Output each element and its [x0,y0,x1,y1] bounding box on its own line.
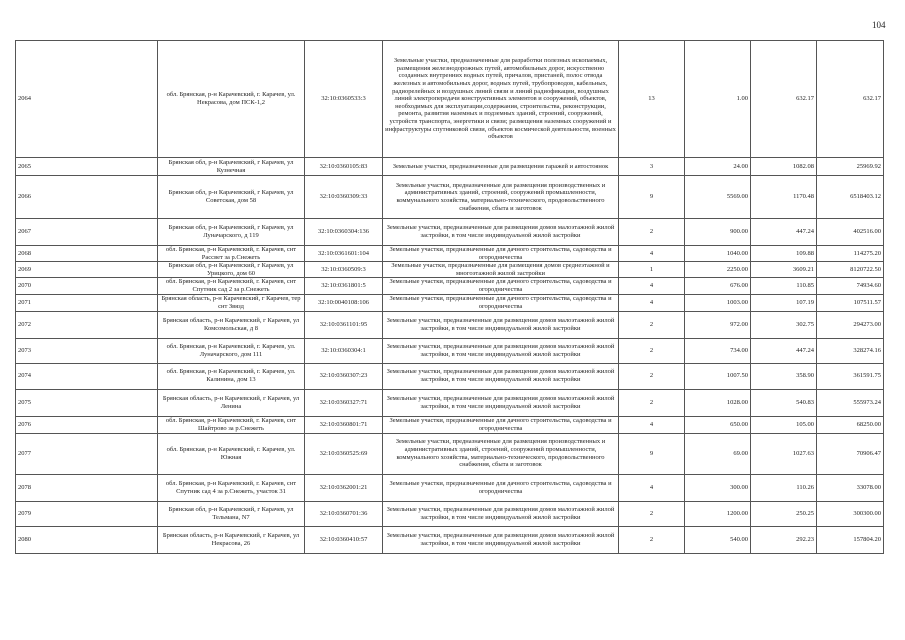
address-cell: Брянская обл, р-н Карачевский, г Карачев, ул Тельмана, N7 [158,501,305,526]
table-row [16,219,884,246]
address-cell: обл. Брянская, р-н Карачевский, г. Карачев, снт Шайтрово за р.Снежеть [158,416,305,433]
row-number: 2067 [16,219,158,246]
cadastral-value-cell: 8120722.50 [817,262,884,278]
specific-value-cell: 358.90 [751,363,817,389]
address-cell: Брянская область, р-н Карачевский, г Карачев, ул Некрасова, 26 [158,526,305,553]
cadastral-number-cell: 32:10:0040108:106 [305,294,383,311]
land-use-cell: Земельные участки, предназначенные для разработки полезных ископаемых, размещения железнодорожных путей, автомобильных дорог, искусственно созданных внутренних водных путей, причалов, пристаней, полос отвода железных и автомобильных дорог, водных путей, трубопроводов, кабельных, радиорелейных и воздушных линий связи и линий радиофикации, воздушных линий электропередачи конструктивных элементов и сооружений, объектов, необходимых для эксплуатации,содержания, строительства, реконструкции, ремонта, развития наземных и подземных зданий, строений, сооружений, устройств транспорта, энергетики и связи; размещения наземных сооружений и инфраструктуры спутниковой связи, объектов космической деятельности, военных объектов [383,41,619,158]
table-row [16,338,884,363]
table-row [16,176,884,219]
area-cell: 650.00 [685,416,751,433]
land-use-cell: Земельные участки, предназначенные для размещения производственных и административных зданий, строений, сооружений промышленности, коммунального хозяйства, материально-технического, продовольственного снабжения, сбыта и заготовок [383,176,619,219]
address-cell: обл. Брянская, р-н Карачевский, г. Карачев, снт Рассвет за р.Снежеть [158,246,305,262]
table-row [16,416,884,433]
land-use-cell: Земельные участки, предназначенные для размещения домов малоэтажной жилой застройки, в том числе индивидуальной жилой застройки [383,338,619,363]
table-row [16,246,884,262]
land-use-cell: Земельные участки, предназначенные для размещения домов малоэтажной жилой застройки, в том числе индивидуальной жилой застройки [383,501,619,526]
specific-value-cell: 292.23 [751,526,817,553]
land-use-cell: Земельные участки, предназначенные для размещения домов малоэтажной жилой застройки, в том числе индивидуальной жилой застройки [383,311,619,338]
cadastral-value-cell: 68250.00 [817,416,884,433]
cadastral-value-cell: 25969.92 [817,158,884,176]
address-cell: обл. Брянская, р-н Карачевский, г. Карачев, ул. Калинина, дом 13 [158,363,305,389]
table-row [16,433,884,474]
category-cell: 2 [619,363,685,389]
specific-value-cell: 3609.21 [751,262,817,278]
category-cell: 3 [619,158,685,176]
row-number: 2079 [16,501,158,526]
cadastral-number-cell: 32:10:0360410:57 [305,526,383,553]
land-use-cell: Земельные участки, предназначенные для размещения гаражей и автостоянок [383,158,619,176]
row-number: 2070 [16,278,158,294]
specific-value-cell: 447.24 [751,338,817,363]
row-number: 2069 [16,262,158,278]
address-cell: обл. Брянская, р-н Карачевский, г. Карачев, ул. Некрасова, дом ПСК-1,2 [158,41,305,158]
category-cell: 9 [619,176,685,219]
table-row [16,363,884,389]
specific-value-cell: 540.83 [751,389,817,416]
cadastral-number-cell: 32:10:0361101:95 [305,311,383,338]
cadastral-number-cell: 32:10:0360304:1 [305,338,383,363]
area-cell: 1028.00 [685,389,751,416]
row-number: 2076 [16,416,158,433]
land-use-cell: Земельные участки, предназначенные для размещения домов среднеэтажной и многоэтажной жилой застройки [383,262,619,278]
table-row [16,501,884,526]
address-cell: Брянская обл, р-н Карачевский, г Карачев, ул Советская, дом 58 [158,176,305,219]
category-cell: 2 [619,389,685,416]
row-number: 2073 [16,338,158,363]
specific-value-cell: 447.24 [751,219,817,246]
row-number: 2074 [16,363,158,389]
category-cell: 1 [619,262,685,278]
cadastral-number-cell: 32:10:0360309:33 [305,176,383,219]
specific-value-cell: 110.85 [751,278,817,294]
cadastral-number-cell: 32:10:0360701:36 [305,501,383,526]
row-number: 2071 [16,294,158,311]
cadastral-value-cell: 300300.00 [817,501,884,526]
specific-value-cell: 1170.48 [751,176,817,219]
area-cell: 676.00 [685,278,751,294]
cadastral-value-cell: 6518403.12 [817,176,884,219]
land-use-cell: Земельные участки, предназначенные для размещения домов малоэтажной жилой застройки, в том числе индивидуальной жилой застройки [383,363,619,389]
cadastral-value-cell: 294273.00 [817,311,884,338]
row-number: 2080 [16,526,158,553]
land-use-cell: Земельные участки, предназначенные для дачного строительства, садоводства и огородничества [383,474,619,501]
category-cell: 2 [619,311,685,338]
specific-value-cell: 1027.63 [751,433,817,474]
row-number: 2065 [16,158,158,176]
category-cell: 2 [619,219,685,246]
page-number: 104 [872,20,886,30]
cadastral-value-cell: 114275.20 [817,246,884,262]
area-cell: 900.00 [685,219,751,246]
specific-value-cell: 105.00 [751,416,817,433]
table-row [16,278,884,294]
table-row [16,294,884,311]
category-cell: 2 [619,501,685,526]
land-use-cell: Земельные участки, предназначенные для размещения домов малоэтажной жилой застройки, в том числе индивидуальной жилой застройки [383,526,619,553]
specific-value-cell: 302.75 [751,311,817,338]
cadastral-number-cell: 32:10:0361801:5 [305,278,383,294]
specific-value-cell: 632.17 [751,41,817,158]
area-cell: 24.00 [685,158,751,176]
cadastral-value-cell: 632.17 [817,41,884,158]
cadastral-value-cell: 33078.00 [817,474,884,501]
row-number: 2064 [16,41,158,158]
area-cell: 69.00 [685,433,751,474]
table-row [16,158,884,176]
area-cell: 1007.50 [685,363,751,389]
area-cell: 1003.00 [685,294,751,311]
table-row [16,262,884,278]
cadastral-value-cell: 328274.16 [817,338,884,363]
address-cell: Брянская обл, р-н Карачевский, г Карачев, ул Кузнечная [158,158,305,176]
land-use-cell: Земельные участки, предназначенные для дачного строительства, садоводства и огородничества [383,278,619,294]
specific-value-cell: 250.25 [751,501,817,526]
address-cell: Брянская обл, р-н Карачевский, г Карачев, ул Урицкого, дом 60 [158,262,305,278]
row-number: 2072 [16,311,158,338]
cadastral-number-cell: 32:10:0360307:23 [305,363,383,389]
land-use-cell: Земельные участки, предназначенные для размещения домов малоэтажной жилой застройки, в том числе индивидуальной жилой застройки [383,389,619,416]
land-use-cell: Земельные участки, предназначенные для дачного строительства, садоводства и огородничества [383,416,619,433]
address-cell: Брянская обл, р-н Карачевский, г Карачев, ул Луначарского, д 119 [158,219,305,246]
area-cell: 2250.00 [685,262,751,278]
cadastral-value-cell: 70906.47 [817,433,884,474]
category-cell: 4 [619,294,685,311]
category-cell: 13 [619,41,685,158]
row-number: 2075 [16,389,158,416]
land-use-cell: Земельные участки, предназначенные для дачного строительства, садоводства и огородничества [383,246,619,262]
cadastral-value-cell: 402516.00 [817,219,884,246]
table-row [16,526,884,553]
address-cell: обл. Брянская, р-н Карачевский, г. Карачев, ул. Южная [158,433,305,474]
category-cell: 2 [619,526,685,553]
land-use-cell: Земельные участки, предназначенные для размещения производственных и административных зданий, строений, сооружений промышленности, коммунального хозяйства, материально-технического, продовольственного снабжения, сбыта и заготовок [383,433,619,474]
table-row [16,389,884,416]
cadastral-number-cell: 32:10:0360304:136 [305,219,383,246]
table-row [16,41,884,158]
cadastral-value-cell: 157804.20 [817,526,884,553]
cadastral-number-cell: 32:10:0362001:21 [305,474,383,501]
category-cell: 9 [619,433,685,474]
cadastral-number-cell: 32:10:0360509:3 [305,262,383,278]
cadastral-value-cell: 74934.60 [817,278,884,294]
category-cell: 2 [619,338,685,363]
category-cell: 4 [619,416,685,433]
table-row [16,474,884,501]
cadastral-number-cell: 32:10:0360801:71 [305,416,383,433]
specific-value-cell: 1082.08 [751,158,817,176]
area-cell: 1040.00 [685,246,751,262]
address-cell: обл. Брянская, р-н Карачевский, г. Карачев, снт Спутник сад 2 за р.Снежеть [158,278,305,294]
address-cell: Брянская область, р-н Карачевский, г Карачев, ул Ленина [158,389,305,416]
row-number: 2066 [16,176,158,219]
land-use-cell: Земельные участки, предназначенные для дачного строительства, садоводства и огородничества [383,294,619,311]
cadastral-value-cell: 361591.75 [817,363,884,389]
area-cell: 540.00 [685,526,751,553]
specific-value-cell: 110.26 [751,474,817,501]
table-row [16,311,884,338]
area-cell: 5569.00 [685,176,751,219]
address-cell: Брянская область, р-н Карачевский, г Карачев, ул Комсомольская, д 8 [158,311,305,338]
specific-value-cell: 109.88 [751,246,817,262]
category-cell: 4 [619,278,685,294]
category-cell: 4 [619,474,685,501]
row-number: 2077 [16,433,158,474]
area-cell: 300.00 [685,474,751,501]
area-cell: 1.00 [685,41,751,158]
cadastral-number-cell: 32:10:0360105:83 [305,158,383,176]
land-registry-table [15,40,884,554]
cadastral-number-cell: 32:10:0360327:71 [305,389,383,416]
specific-value-cell: 107.19 [751,294,817,311]
cadastral-value-cell: 107511.57 [817,294,884,311]
area-cell: 972.00 [685,311,751,338]
category-cell: 4 [619,246,685,262]
land-use-cell: Земельные участки, предназначенные для размещения домов малоэтажной жилой застройки, в том числе индивидуальной жилой застройки [383,219,619,246]
cadastral-value-cell: 555973.24 [817,389,884,416]
row-number: 2068 [16,246,158,262]
row-number: 2078 [16,474,158,501]
cadastral-number-cell: 32:10:0361601:104 [305,246,383,262]
address-cell: обл. Брянская, р-н Карачевский, г. Карачев, снт Спутник сад 4 за р.Снежеть, участок 31 [158,474,305,501]
cadastral-number-cell: 32:10:0360525:69 [305,433,383,474]
cadastral-number-cell: 32:10:0360533:3 [305,41,383,158]
area-cell: 1200.00 [685,501,751,526]
address-cell: Брянская область, р-н Карачевский, г Карачев, тер снт Звязд [158,294,305,311]
address-cell: обл. Брянская, р-н Карачевский, г. Карачев, ул. Луначарского, дом 111 [158,338,305,363]
area-cell: 734.00 [685,338,751,363]
